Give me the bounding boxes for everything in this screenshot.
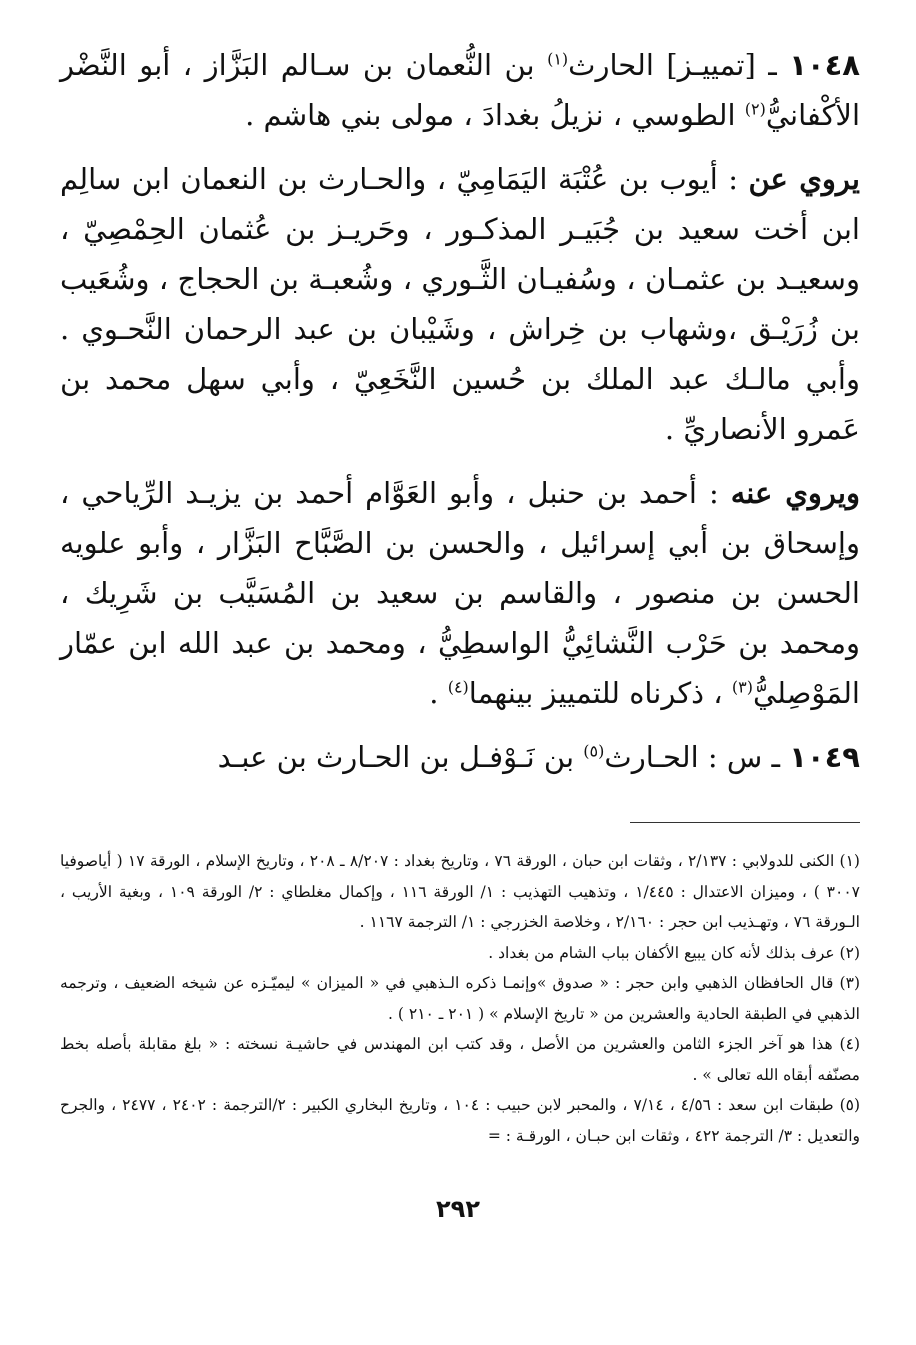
narrates-from-label: يروي عن bbox=[748, 162, 860, 196]
entry-name: بن نَـوْفـل بن الحـارث بن عبـد bbox=[217, 740, 584, 774]
footnote-ref-2[interactable]: (٢) bbox=[744, 99, 766, 119]
entry-name-end: الطوسي ، نزيلُ بغدادَ ، مولى بني هاشم . bbox=[245, 98, 745, 132]
narrated-by-end: . bbox=[429, 676, 448, 710]
entry-name: بن النُّعمان بن سـالم البَزَّاز ، أبو النَّضْر الأكْفانيُّ bbox=[60, 48, 860, 132]
footnote-5: (٥) طبقات ابن سعد : ٤/٥٦ ، ٧/١٤ ، والمحبر لابن حبيب : ١٠٤ ، وتاريخ البخاري الكبير : ٢/الترجمة : ٢٤٠٢ ، ٢٤٧٧ ، والجرح والتعديل : ٣/ الترجمة ٤٢٢ ، وثقات ابن حبـان ، الورقـة : = bbox=[60, 1096, 861, 1145]
entry-heading: ـ [تمييـز] الحارث bbox=[568, 48, 790, 82]
footnote-divider bbox=[630, 822, 860, 823]
narrated-by-label: ويروي عنه bbox=[730, 476, 860, 510]
footnote-4: (٤) هذا هو آخر الجزء الثامن والعشرين من الأصل ، وقد كتب ابن المهندس في حاشيـة نسخته : « بلغ مقابلة بأصله بخط مصنّفه أبقاه الله تعالى » . bbox=[60, 1035, 860, 1084]
entry-number: ١٠٤٩ bbox=[789, 740, 860, 774]
footnote-ref-4[interactable]: (٤) bbox=[447, 677, 469, 697]
main-text bbox=[60, 40, 860, 782]
narrated-by-text: : أحمد بن حنبل ، وأبو العَوَّام أحمد بن يزيـد الرِّياحي ، وإسحاق بن أبي إسرائيل ، والحسن بن الصَّبَّاح البَزَّار ، وأبو علويه الحسن بن منصور ، والقاسم بن سعيد بن المُسَيَّب بن شَرِيك ، ومحمد بن حَرْب النَّشائِيُّ الواسطِيُّ ، ومحمد بن عبد الله ابن عمّار المَوْصِليُّ bbox=[60, 476, 860, 710]
footnote-2: (٢) عرف بذلك لأنه كان يبيع الأكفان بباب الشام من بغداد . bbox=[488, 943, 860, 962]
narrated-by-paragraph bbox=[60, 468, 860, 718]
footnote-1: (١) الكنى للدولابي : ٢/١٣٧ ، وثقات ابن حبان ، الورقة ٧٦ ، وتاريخ بغداد : ٨/٢٠٧ ـ ٢٠٨ ، وتاريخ الإسلام ، الورقة ١٧ ( أياصوفيا ٣٠٠٧ ) ، وميزان الاعتدال : ١/٤٤٥ ، وتذهيب التهذيب : ١/ الورقة ١١٦ ، وإكمال مغلطاي : ٢/ الورقة ١٠٩ ، وبغية الأريب ، الـورقة ٧٦ ، وتهـذيب ابن حجر : ٢/١٦٠ ، وخلاصة الخزرجي : ١/ الترجمة ١١٦٧ . bbox=[60, 852, 860, 931]
entry-number: ١٠٤٨ bbox=[789, 48, 860, 82]
narrates-from-paragraph bbox=[60, 154, 860, 454]
footnote-ref-3[interactable]: (٣) bbox=[731, 677, 753, 697]
footnote-3: (٣) قال الحافظان الذهبي وابن حجر : « صدوق »وإنمـا ذكره الـذهبي في « الميزان » ليميّـزه عن شيخه الضعيف ، وترجمه الذهبي في الطبقة الحادية والعشرين من « تاريخ الإسلام » ( ٢٠١ ـ ٢١٠ ) . bbox=[60, 974, 860, 1023]
entry-1048 bbox=[60, 40, 860, 140]
entry-1049 bbox=[60, 732, 860, 782]
book-page bbox=[60, 40, 860, 1330]
footnote-ref-5[interactable]: (٥) bbox=[583, 741, 605, 761]
entry-heading: ـ س : الحـارث bbox=[604, 740, 790, 774]
narrates-from-text: : أيوب بن عُتْبَة اليَمَامِيّ ، والحـارث بن النعمان ابن سالِم ابن أخت سعيد بن جُبَيـر المذكـور ، وحَريـز بن عُثمان الحِمْصِيّ ، وسعيـد بن عثمـان ، وسُفيـان الثَّـوري ، وشُعبـة بن الحجاج ، وشُعَيب بن زُرَيْـق ،وشهاب بن خِراش ، وشَيْبان بن عبد الرحمان النَّحـوي . وأبي مالـك عبد الملك بن حُسين النَّخَعِيّ ، وأبي سهل محمد بن عَمرو الأنصاريِّ . bbox=[60, 162, 860, 446]
footnotes bbox=[60, 846, 860, 1151]
narrated-by-text-2: ، ذكرناه للتمييز بينهما bbox=[468, 676, 732, 710]
footnote-ref-1[interactable]: (١) bbox=[547, 49, 569, 69]
page-number: ٢٩٢ bbox=[436, 1195, 480, 1223]
